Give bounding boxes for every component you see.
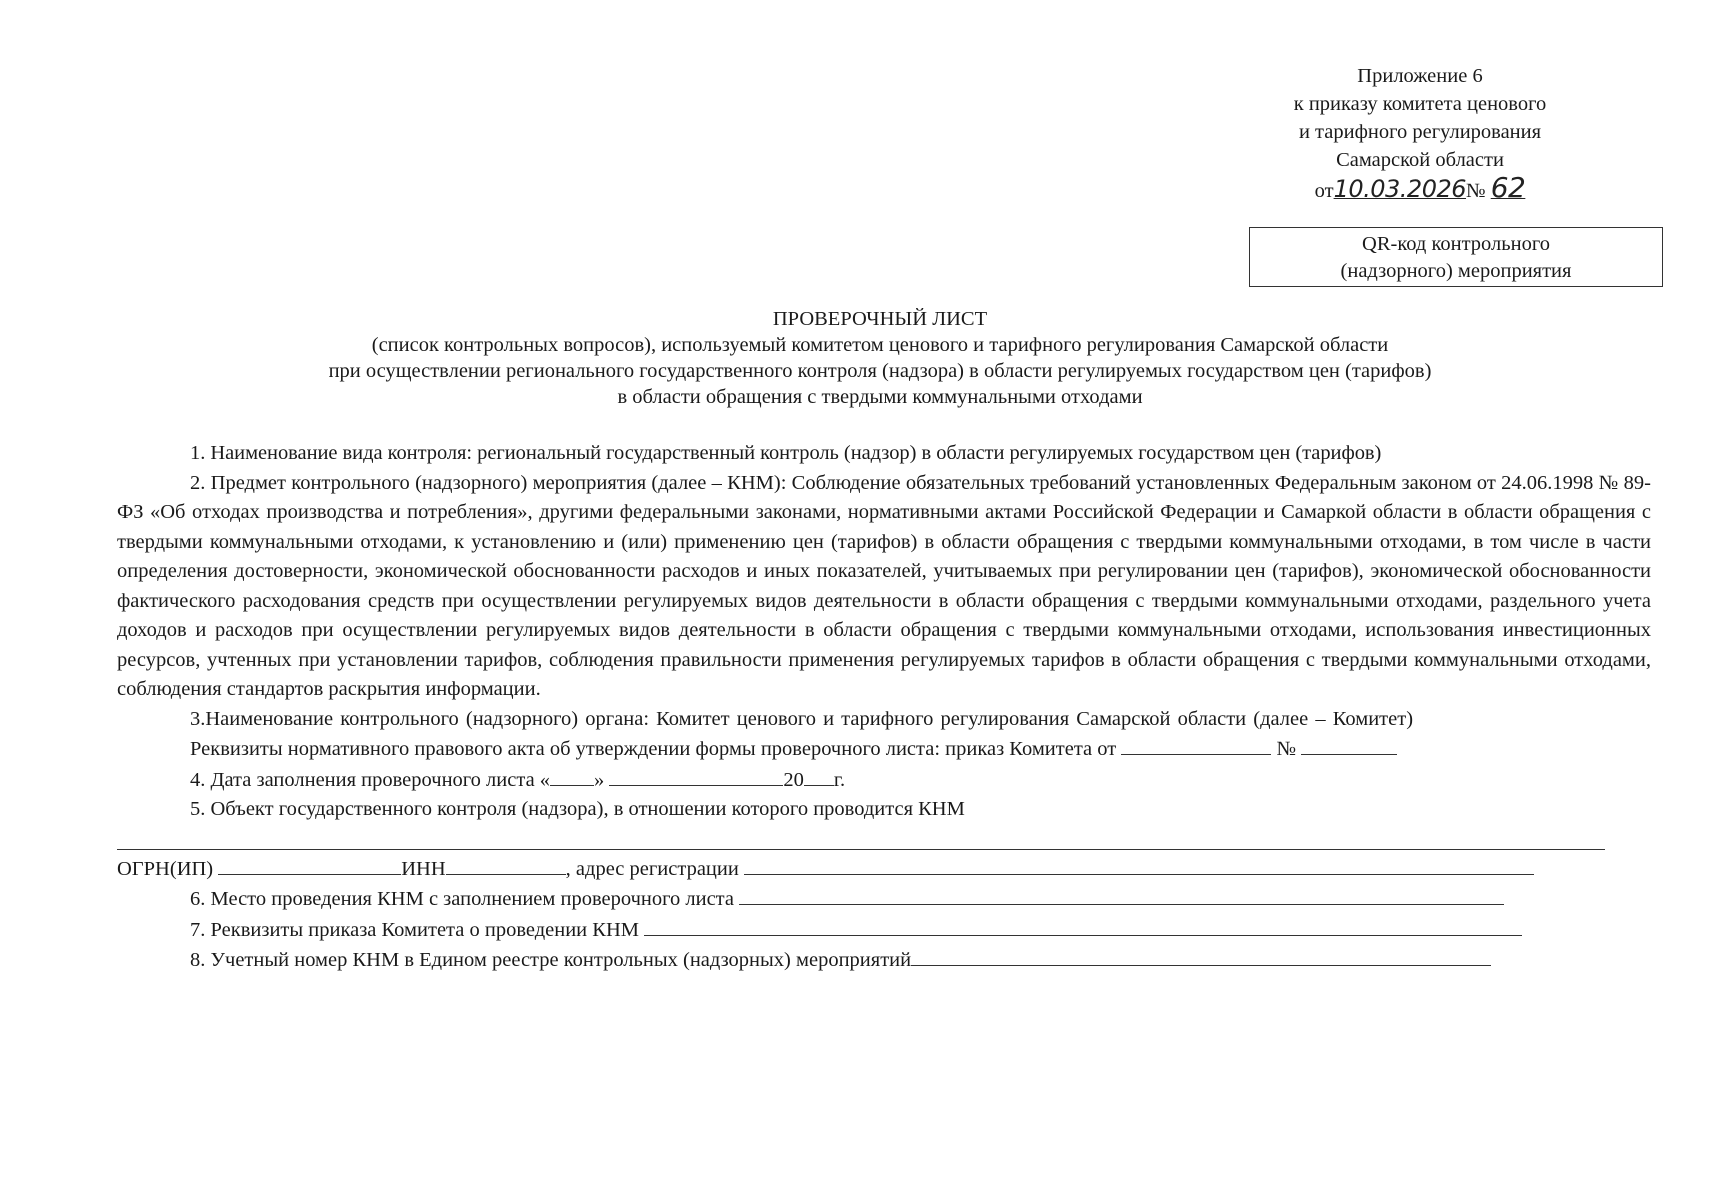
address-label: , адрес регистрации: [565, 857, 739, 880]
fill-month-field[interactable]: [609, 765, 783, 786]
item-2: 2. Предмет контрольного (надзорного) мероприятия (далее – КНМ): Соблюдение обязательных требований установленных Федеральным законом от 24.06.1998 № 89-ФЗ «Об отходах производства и потребления», другими федеральными законами, нормативными актами Российской Федерации и Самаркой области в области обращения с твердыми коммунальными отходами, к установлению и (или) применению цен (тарифов) в области обращения с твердыми коммунальными отходами, в том числе в части определения достоверности, экономической обоснованности расходов и иных показателей, учитываемых при регулировании цен (тарифов), экономической обоснованности фактического расходования средств при осуществлении регулируемых видов деятельности в области обращения с твердыми коммунальными отходами, раздельного учета доходов и расходов при осуществлении регулируемых видов деятельности в области обращения с твердыми коммунальными отходами, использования инвестиционных ресурсов, учтенных при установлении тарифов, соблюдения правильности применения регулируемых тарифов в области обращения с твердыми коммунальными отходами, соблюдения стандартов раскрытия информации.: [117, 471, 1651, 700]
document-title-block: [100, 306, 1660, 410]
item-7-label: 7. Реквизиты приказа Комитета о проведении КНМ: [190, 918, 639, 941]
handwritten-date: 10.03.2026: [1333, 175, 1467, 203]
inspection-place-field[interactable]: [739, 884, 1504, 905]
ogrn-inn-address-line: [117, 854, 1651, 885]
control-object-field[interactable]: [117, 831, 1605, 850]
requisites-date-field[interactable]: [1121, 734, 1271, 755]
qr-box-line-1: QR-код контрольного: [1362, 233, 1550, 255]
date-prefix: от: [1314, 180, 1334, 202]
appendix-date-line: [1240, 171, 1600, 204]
appendix-line-4: Самарской области: [1336, 149, 1504, 171]
item-5: 5. Объект государственного контроля (надзора), в отношении которого проводится КНМ: [190, 798, 965, 820]
title-sub-1: (список контрольных вопросов), используемый комитетом ценового и тарифного регулирования Самарской области: [371, 334, 1389, 356]
item-4: [117, 765, 1651, 796]
requisites-line: [117, 734, 1651, 765]
item-6: [117, 884, 1651, 915]
item-6-label: 6. Место проведения КНМ с заполнением проверочного листа: [190, 888, 734, 910]
fill-day-field[interactable]: [550, 765, 594, 786]
appendix-line-2: к приказу комитета ценового: [1293, 93, 1547, 115]
item-4-quote-close: »: [594, 768, 605, 791]
ogrn-label: ОГРН(ИП): [117, 857, 214, 880]
inn-field[interactable]: [446, 854, 566, 875]
appendix-block: [1240, 62, 1600, 204]
requisites-label: Реквизиты нормативного правового акта об утверждении формы проверочного листа: приказ Комитета от: [190, 738, 1117, 760]
title-sub-2: при осуществлении регионального государственного контроля (надзора) в области регулируемых государством цен (тарифов): [328, 360, 1432, 382]
appendix-line-3: и тарифного регулирования: [1298, 121, 1542, 143]
page-title: ПРОВЕРОЧНЫЙ ЛИСТ: [772, 308, 988, 330]
ogrn-field[interactable]: [218, 854, 401, 875]
title-sub-3: в области обращения с твердыми коммунальными отходами: [617, 386, 1143, 408]
document-body: [117, 439, 1651, 976]
order-requisites-field[interactable]: [644, 915, 1522, 936]
item-7: [117, 915, 1651, 946]
item-4-year-suffix: г.: [833, 768, 846, 791]
address-field[interactable]: [744, 854, 1534, 875]
qr-code-box: [1249, 227, 1663, 287]
requisites-number-sign: №: [1276, 738, 1297, 760]
qr-box-line-2: (надзорного) мероприятия: [1340, 260, 1572, 282]
appendix-line-1: Приложение 6: [1357, 65, 1483, 87]
fill-year-field[interactable]: [804, 765, 834, 786]
item-3: 3.Наименование контрольного (надзорного) органа: Комитет ценового и тарифного регулирования Самарской области (далее – Комитет): [190, 707, 1414, 730]
item-8: [117, 945, 1651, 976]
item-4-year-prefix: 20: [783, 768, 804, 791]
handwritten-number: 62: [1490, 171, 1526, 204]
requisites-number-field[interactable]: [1301, 734, 1397, 755]
item-4-label: 4. Дата заполнения проверочного листа «: [190, 768, 551, 791]
item-8-label: 8. Учетный номер КНМ в Едином реестре контрольных (надзорных) мероприятий: [190, 949, 912, 971]
inn-label: ИНН: [401, 857, 446, 880]
number-prefix: №: [1466, 180, 1486, 202]
item-1: 1. Наименование вида контроля: региональный государственный контроль (надзор) в области регулируемых государством цен (тарифов): [190, 442, 1382, 464]
registry-number-field[interactable]: [911, 945, 1491, 966]
